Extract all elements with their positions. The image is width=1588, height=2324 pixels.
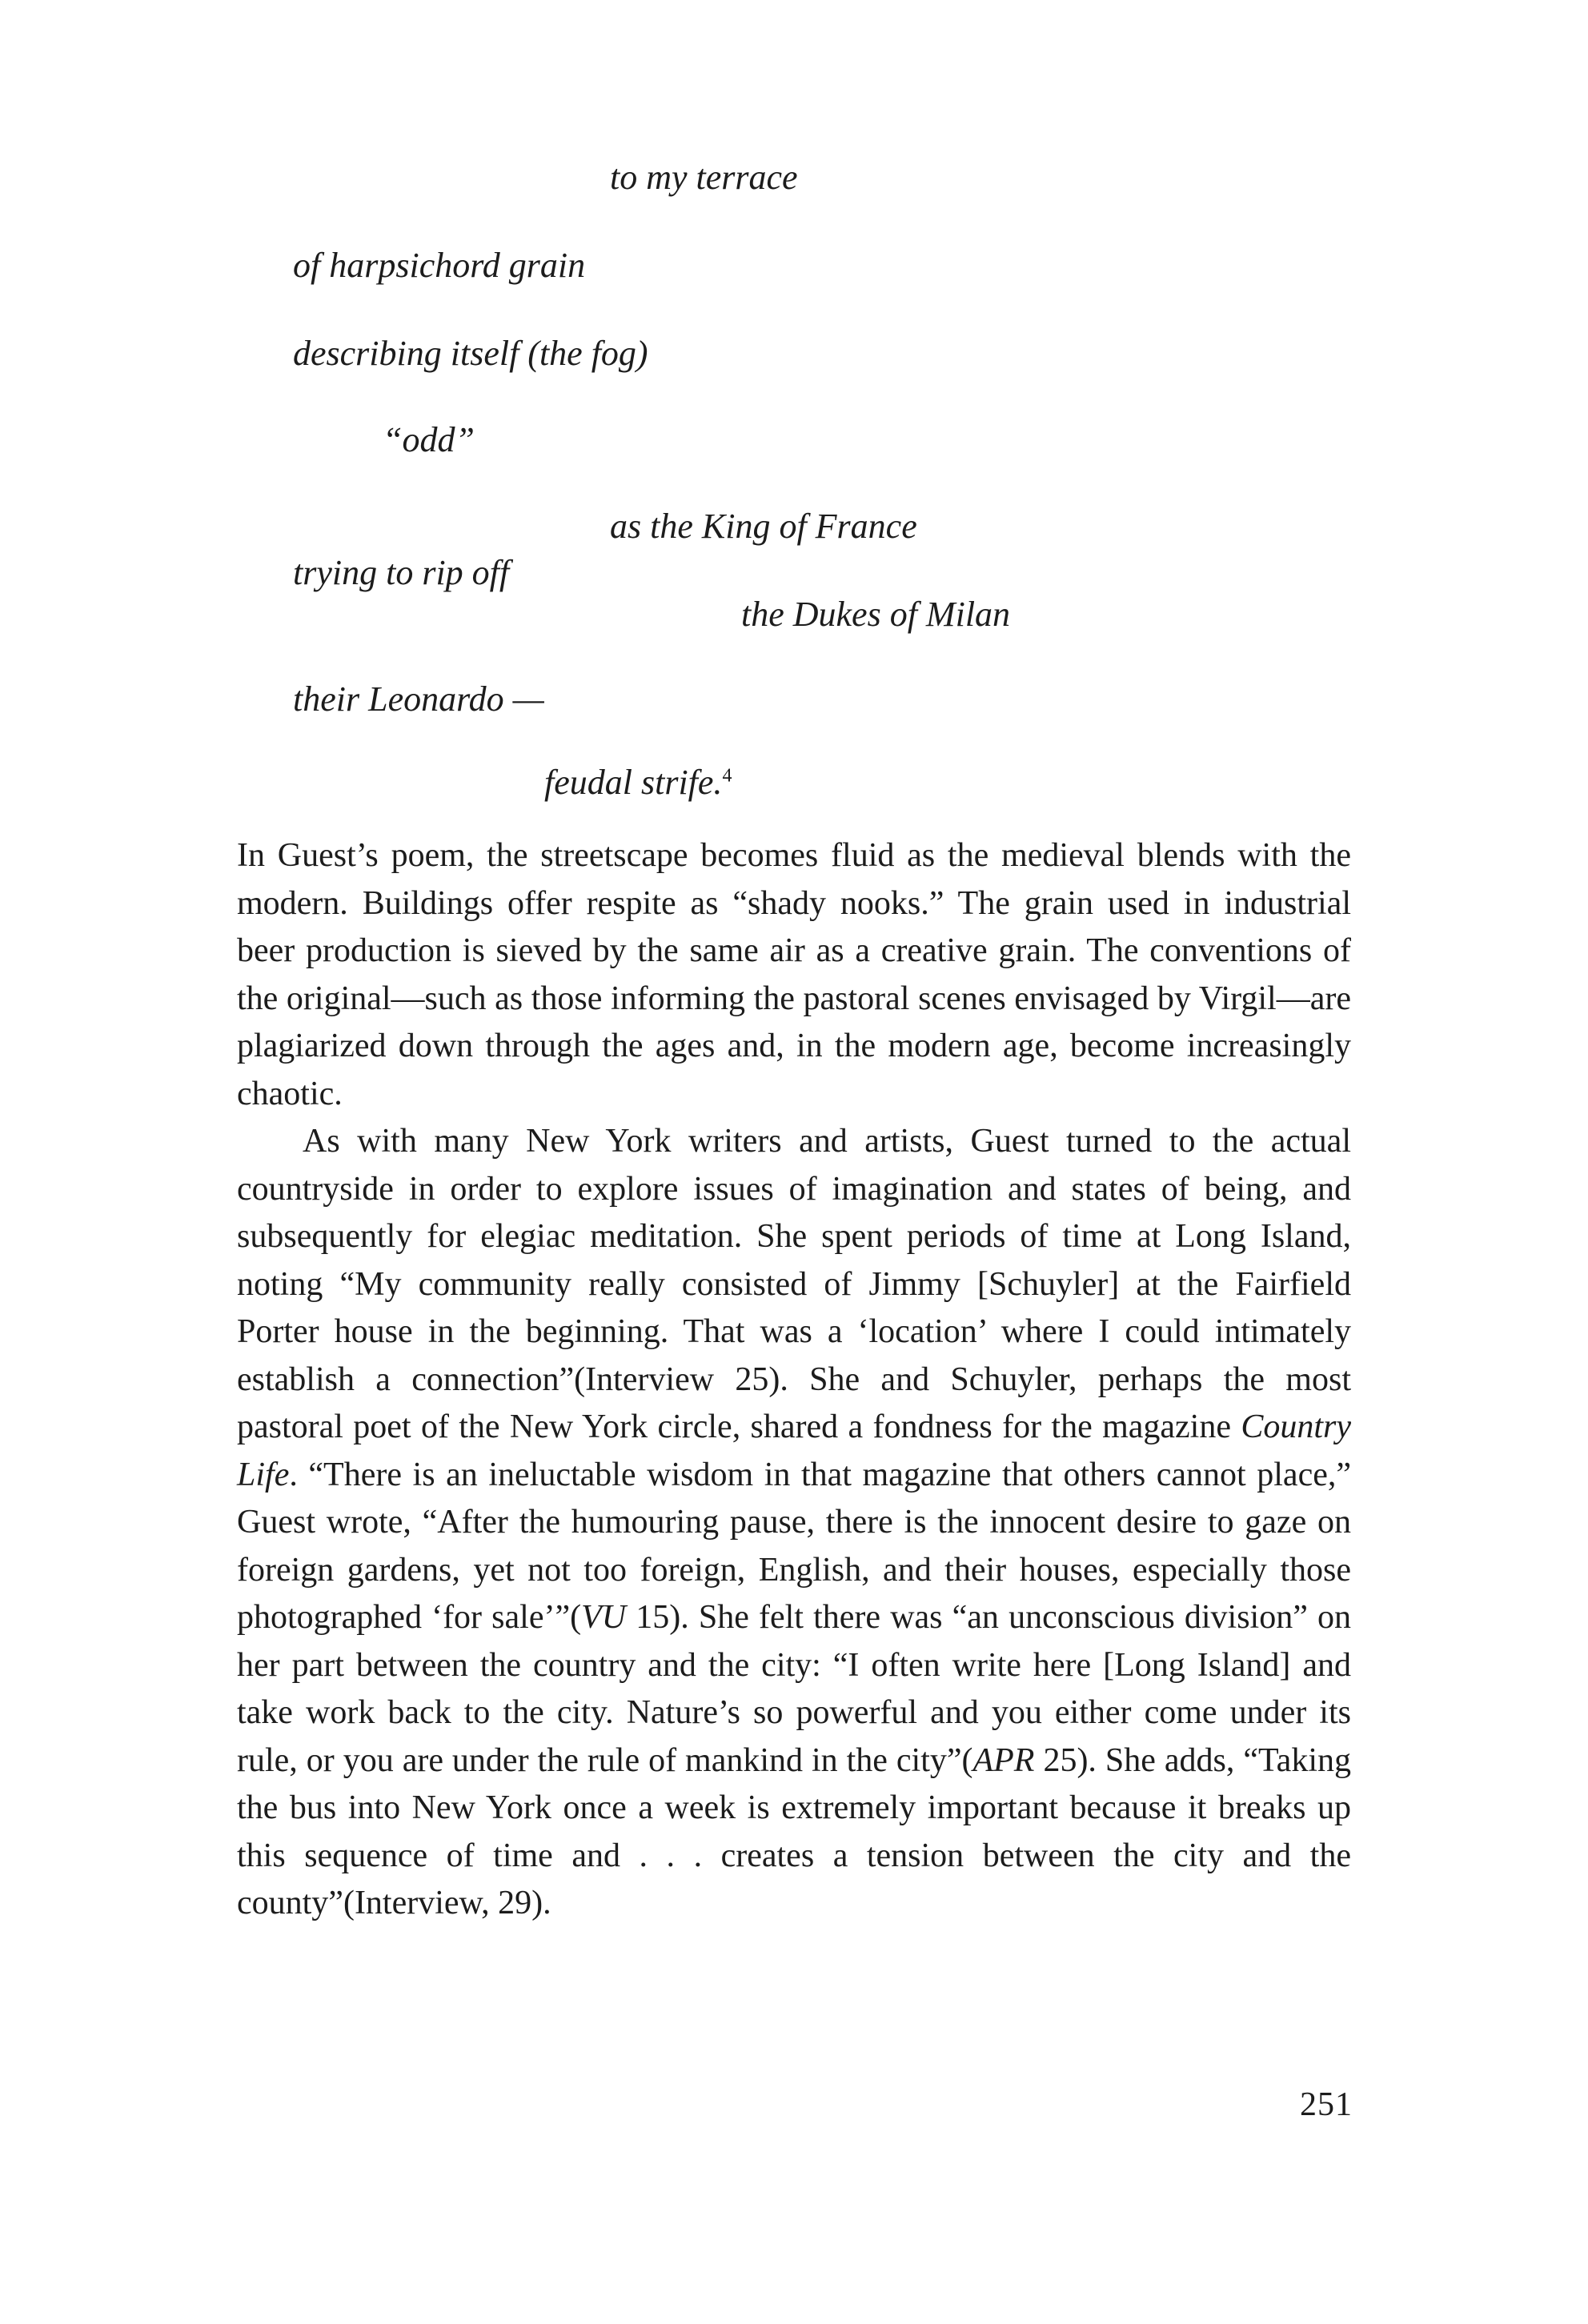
paragraph-text: As with many New York writers and artists, Guest turned to the actual countryside in order to explore issues of imagination and states of being, and subsequently for elegiac meditation. She spent periods of time at Long Island, noting “My community really consisted of Jimmy [Schuyler] at the Fairfield Porter house in the beginning. That was a ‘location’ where I could intimately establish a connection”(Interview 25). She and Schuyler, perhaps the most pastoral poet of the New York circle, shared a fondness for the magazine bbox=[237, 1123, 1351, 1445]
paragraph-text: 15). She felt there was “an unconscious division” on her part between the country and the city: “I often write here [Long Island] and take work back to the city. Nature’s so powerful and you either come under its rule, or you are under the rule of mankind in the city”( bbox=[237, 1599, 1351, 1779]
citation-abbreviation: APR bbox=[972, 1741, 1035, 1779]
poem-line: the Dukes of Milan bbox=[741, 595, 1011, 634]
body-text bbox=[237, 832, 1351, 1928]
paragraph: In Guest’s poem, the streetscape becomes fluid as the medieval blends with the modern. Buildings offer respite as “shady nooks.” The grain used in industrial beer production is sieved by the same air as a creative grain. The conventions of the original—such as those informing the pastoral scenes envisaged by Virgil—are plagiarized down through the ages and, in the modern age, become increasingly chaotic. bbox=[237, 837, 1351, 1112]
poem-line: their Leonardo — bbox=[293, 679, 544, 719]
footnote-marker: 4 bbox=[722, 765, 732, 787]
poem-line: describing itself (the fog) bbox=[293, 334, 648, 373]
paragraph-text: 25). She adds, “Taking the bus into New York once a week is extremely important because it breaks up this sequence of time and . . . creates a tension between the city and the county”(Interview, 29). bbox=[237, 1741, 1351, 1921]
paragraph bbox=[237, 1118, 1351, 1928]
poem-line-text: feudal strife. bbox=[544, 763, 723, 802]
poem-line: as the King of France bbox=[610, 507, 917, 546]
poem-line: to my terrace bbox=[610, 158, 798, 197]
magazine-title: Country Life bbox=[237, 1408, 1351, 1493]
paragraph-text: . “There is an ineluctable wisdom in that magazine that others cannot place,” Guest wrote, “After the humouring pause, there is the innocent desire to gaze on foreign gardens, yet not too foreign, English, and their houses, especially those photographed ‘for sale’”( bbox=[237, 1456, 1351, 1636]
poem-line: “odd” bbox=[383, 420, 475, 459]
poem-line-final bbox=[544, 762, 732, 803]
page-number: 251 bbox=[1300, 2086, 1353, 2123]
citation-abbreviation: VU bbox=[581, 1599, 627, 1636]
poem-line: trying to rip off bbox=[293, 553, 510, 592]
poem-line: of harpsichord grain bbox=[293, 246, 586, 285]
